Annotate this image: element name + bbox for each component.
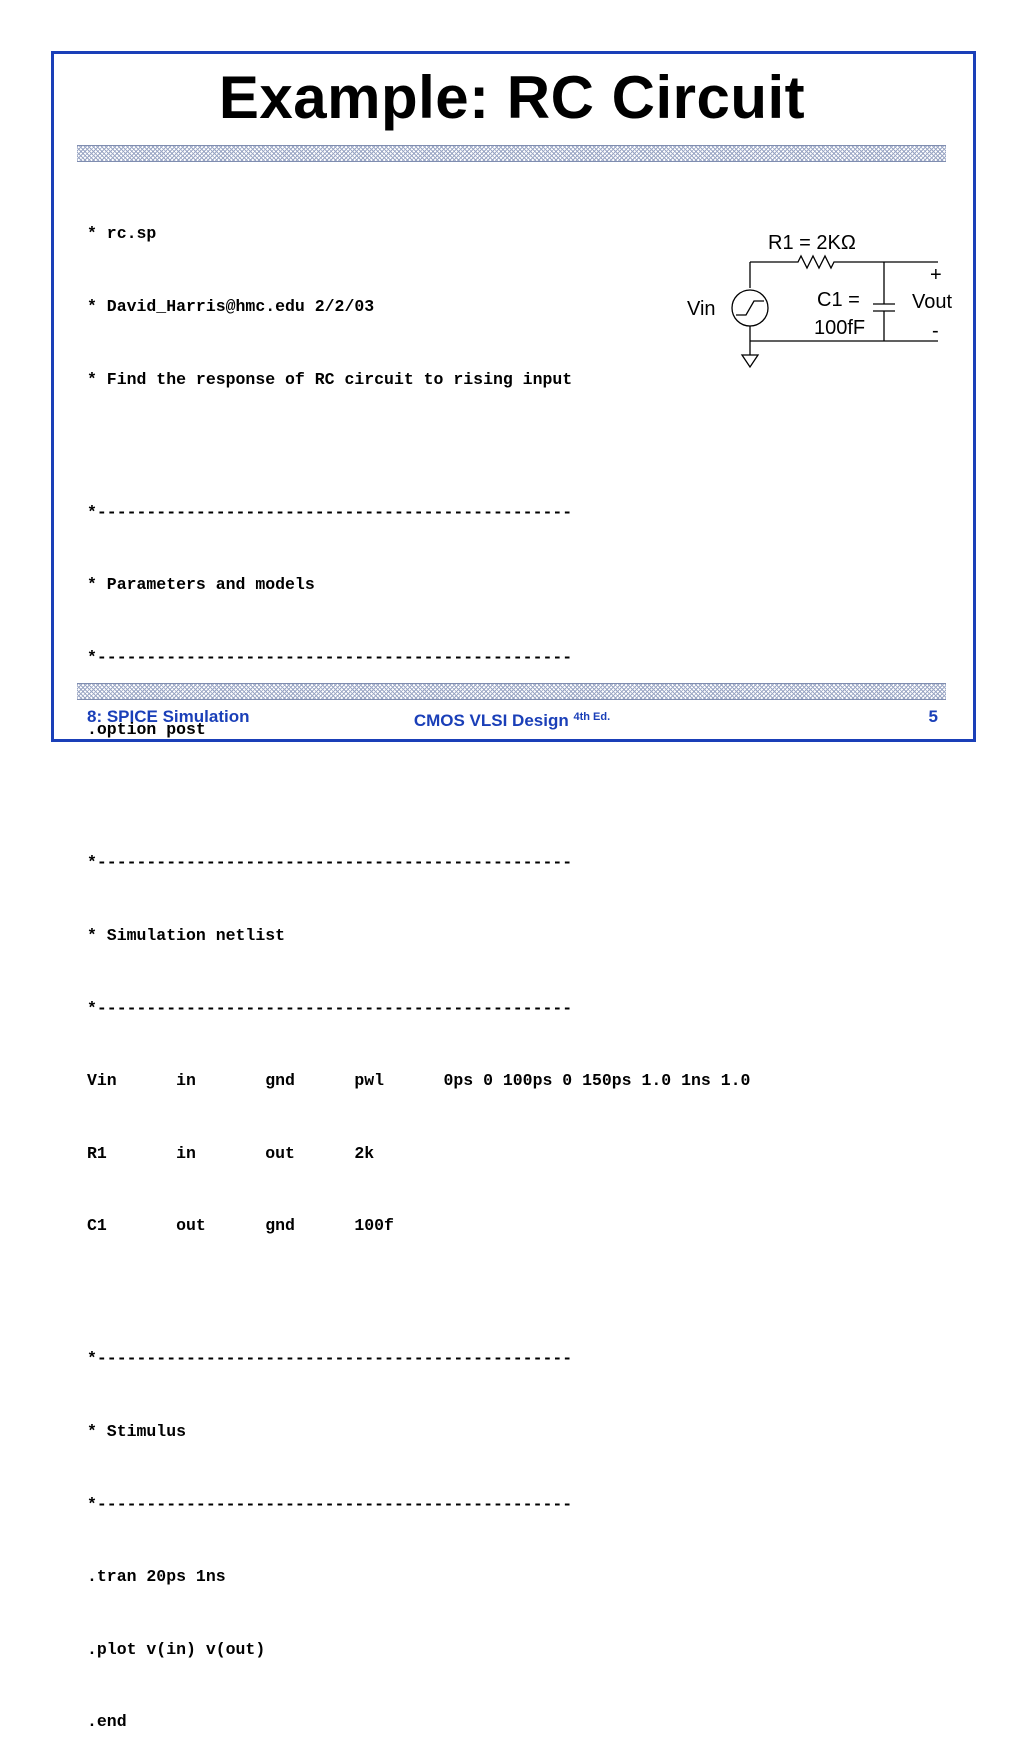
netlist-line: * David_Harris@hmc.edu 2/2/03 — [87, 297, 375, 316]
spice-netlist — [87, 174, 750, 1759]
footer-section-title: 8: SPICE Simulation — [87, 707, 250, 726]
netlist-line: .tran 20ps 1ns — [87, 1567, 226, 1587]
r1-label: R1 = 2KΩ — [768, 232, 856, 254]
netlist-gap — [87, 440, 750, 452]
rc-circuit-schematic — [680, 220, 980, 380]
c1-label-line2: 100fF — [814, 317, 866, 339]
vout-label: Vout — [912, 291, 953, 313]
footer-book-title — [0, 706, 1024, 732]
netlist-line: R1 in out 2k — [87, 1143, 375, 1163]
netlist-gap — [87, 791, 750, 803]
netlist-line: * Simulation netlist — [87, 925, 286, 945]
vout-minus: - — [932, 320, 939, 342]
netlist-line: .end — [87, 1712, 127, 1732]
netlist-line: * Find the response of RC circuit to rising input — [87, 369, 573, 389]
ground-icon — [742, 355, 758, 367]
page-number: 5 — [928, 707, 938, 726]
c1-label-line1: C1 = — [817, 289, 860, 311]
netlist-line: *------------------------------------------------ — [87, 998, 573, 1018]
netlist-line: *------------------------------------------------ — [87, 853, 573, 873]
vout-plus: + — [930, 264, 942, 286]
resistor-r1-and-top-wire — [750, 256, 938, 268]
netlist-line: * Parameters and models — [87, 575, 315, 595]
slide-title: Example: RC Circuit — [218, 64, 806, 131]
top-hatch-bar — [77, 145, 946, 162]
netlist-line: *------------------------------------------------ — [87, 647, 573, 667]
netlist-line: C1 out gnd 100f — [87, 1216, 394, 1236]
netlist-gap — [87, 1287, 750, 1299]
netlist-line: * Stimulus — [87, 1421, 187, 1441]
netlist-line: .plot v(in) v(out) — [87, 1639, 266, 1659]
netlist-line: *------------------------------------------------ — [87, 1494, 573, 1514]
vin-label: Vin — [687, 298, 716, 320]
footer-book-name: CMOS VLSI Design — [413, 711, 569, 730]
netlist-line: * rc.sp — [87, 224, 157, 244]
bottom-hatch-bar — [77, 683, 946, 700]
netlist-line: *------------------------------------------------ — [87, 1349, 573, 1369]
netlist-line: *------------------------------------------------ — [87, 502, 573, 522]
footer-edition: 4th Ed. — [573, 711, 611, 723]
netlist-line: Vin in gnd pwl 0ps 0 100ps 0 150ps 1.0 1ns 1.0 — [87, 1071, 751, 1091]
netlist-line: .option post — [87, 720, 206, 740]
